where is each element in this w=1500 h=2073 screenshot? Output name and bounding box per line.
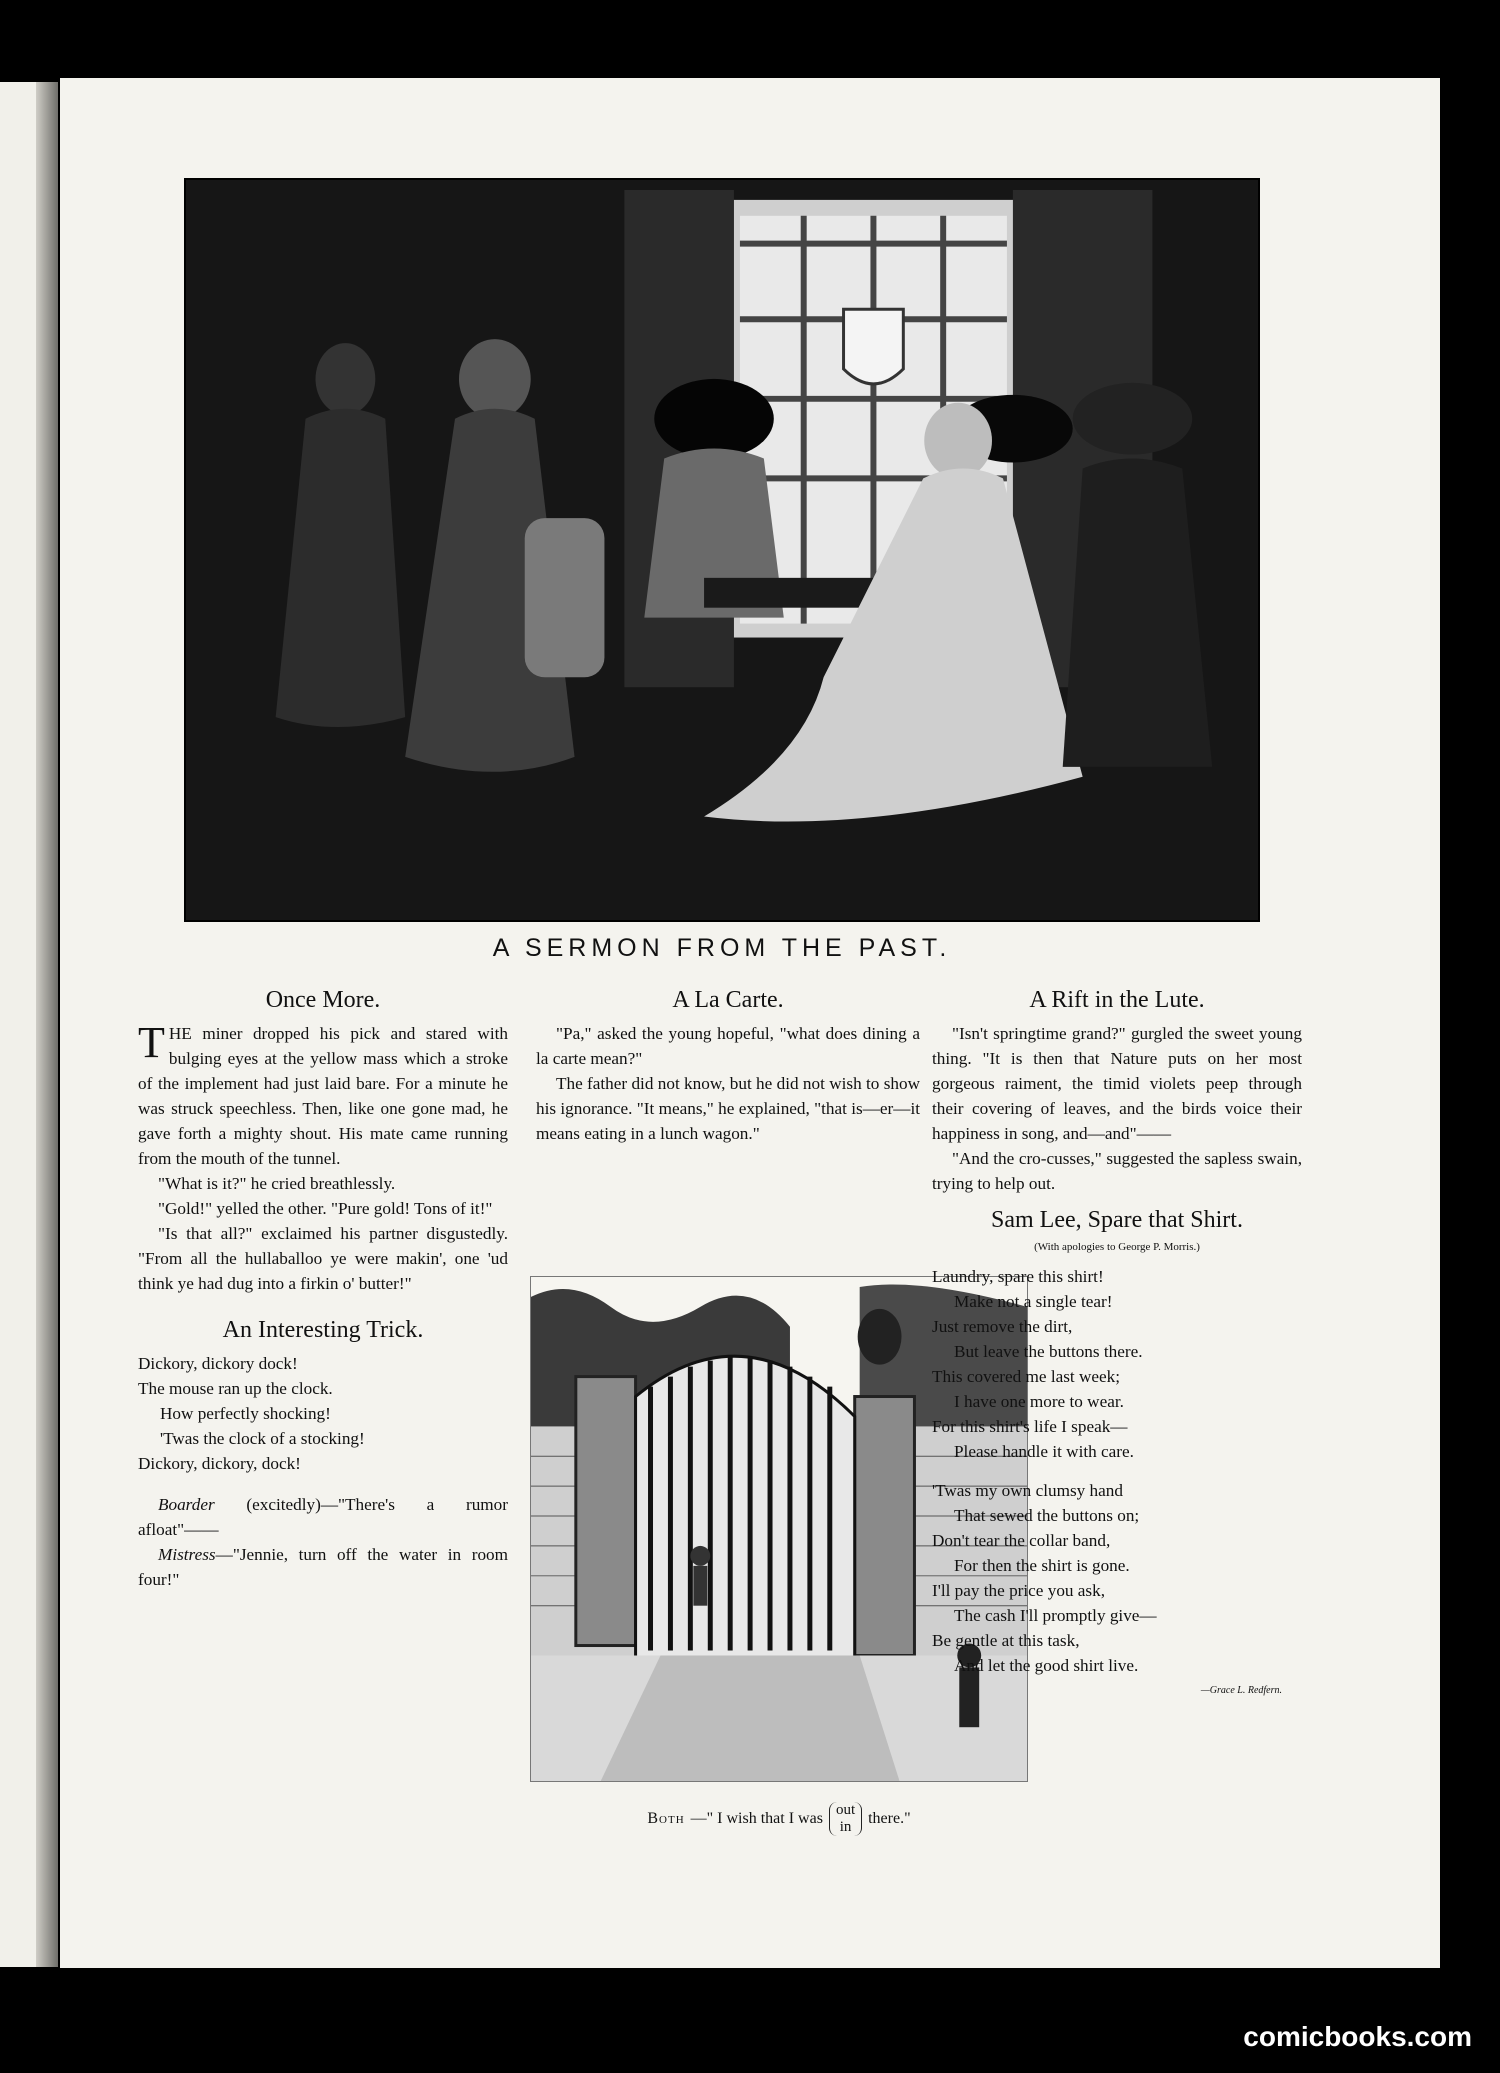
left-page-gutter [36,82,58,1967]
middle-column [536,984,920,1146]
poem-stanza-1 [932,1264,1302,1464]
poem-line: But leave the buttons there. [954,1342,1143,1361]
story-paragraph: "What is it?" he cried breathlessly. [158,1174,396,1193]
story-title-interesting-trick: An Interesting Trick. [222,1317,424,1343]
story-paragraph: "Isn't springtime grand?" gurgled the sweet young thing. "It is then that Nature puts on her most gorgeous raiment, the timid violets peep through their covering of leaves, and the birds voice their happiness in song, and—and"—— [932,1024,1302,1143]
story-paragraph: "Pa," asked the young hopeful, "what does dining a la carte mean?" [536,1024,920,1068]
caption-choice-in: in [839,1819,852,1835]
poem-line: Dickory, dickory dock! [138,1354,298,1373]
poem-line: Dickory, dickory, dock! [138,1454,301,1473]
hero-caption: A SERMON FROM THE PAST. [492,934,952,962]
poem-line: Don't tear the collar band, [932,1531,1111,1550]
watermark: comicbooks.com [1243,2021,1472,2052]
caption-choice [829,1802,862,1836]
story-title-rift-in-the-lute: A Rift in the Lute. [1029,987,1205,1013]
drop-cap: T [138,1018,165,1067]
caption-choice-out: out [835,1802,856,1818]
poem-line: That sewed the buttons on; [954,1506,1140,1525]
poem-line: For then the shirt is gone. [954,1556,1130,1575]
story-paragraph [138,1018,508,1171]
dialogue-text: (excitedly)—"There's a rumor afloat"—— [138,1495,508,1539]
poem-line: And let the good shirt live. [954,1656,1139,1675]
caption-quote: —" I wish that I was [690,1810,823,1827]
poem-credit: —Grace L. Redfern. [1200,1685,1282,1696]
poem-line: I have one more to wear. [954,1392,1124,1411]
poem-line: How perfectly shocking! [160,1404,331,1423]
poem-line: Be gentle at this task, [932,1631,1080,1650]
story-text: HE miner dropped his pick and stared with bulging eyes at the yellow mass which a stroke of the implement had just laid bare. For a minute he was struck speechless. Then, like one gone mad, he gave forth a mighty shout. His mate came running from the mouth of the tunnel. [138,1024,508,1168]
poem-line: For this shirt's life I speak— [932,1417,1128,1436]
poem-line: This covered me last week; [932,1367,1121,1386]
left-column [138,984,508,1592]
illustration-caption [530,1802,1028,1836]
story-paragraph: "Is that all?" exclaimed his partner disgustedly. "From all the hullaballoo ye were makin', one 'ud think ye had dug into a firkin o' butter!" [138,1224,508,1293]
poem [138,1351,508,1476]
dialogue-paragraph [138,1492,508,1542]
poem-line: Please handle it with care. [954,1442,1134,1461]
dialogue-text: —"Jennie, turn off the water in room four!" [138,1545,508,1589]
poem-line: The mouse ran up the clock. [138,1379,333,1398]
story-title-once-more: Once More. [265,987,381,1013]
poem-subnote: (With apologies to George P. Morris.) [1034,1241,1200,1253]
poem-line: 'Twas my own clumsy hand [932,1481,1123,1500]
poem-line: Just remove the dirt, [932,1317,1073,1336]
right-column [932,984,1302,1703]
speaker-label: Boarder [158,1495,215,1514]
poem-line: 'Twas the clock of a stocking! [160,1429,365,1448]
caption-speaker: Both [647,1810,685,1827]
poem-stanza-2 [932,1478,1302,1678]
poem-line: I'll pay the price you ask, [932,1581,1106,1600]
poem-line: The cash I'll promptly give— [954,1606,1157,1625]
caption-end: there." [868,1810,911,1827]
poem-line: Laundry, spare this shirt! [932,1267,1104,1286]
story-paragraph: "Gold!" yelled the other. "Pure gold! Tons of it!" [158,1199,493,1218]
hero-illustration [184,178,1260,922]
speaker-label: Mistress [158,1545,216,1564]
story-paragraph: "And the cro-cusses," suggested the sapless swain, trying to help out. [932,1149,1302,1193]
story-title-sam-lee: Sam Lee, Spare that Shirt. [991,1207,1243,1233]
story-title-a-la-carte: A La Carte. [672,987,784,1013]
magazine-page [60,78,1440,1968]
poem-line: Make not a single tear! [954,1292,1113,1311]
story-paragraph: The father did not know, but he did not wish to show his ignorance. "It means," he explained, "that is—er—it means eating in a lunch wagon." [536,1074,920,1143]
dialogue-paragraph [138,1542,508,1592]
